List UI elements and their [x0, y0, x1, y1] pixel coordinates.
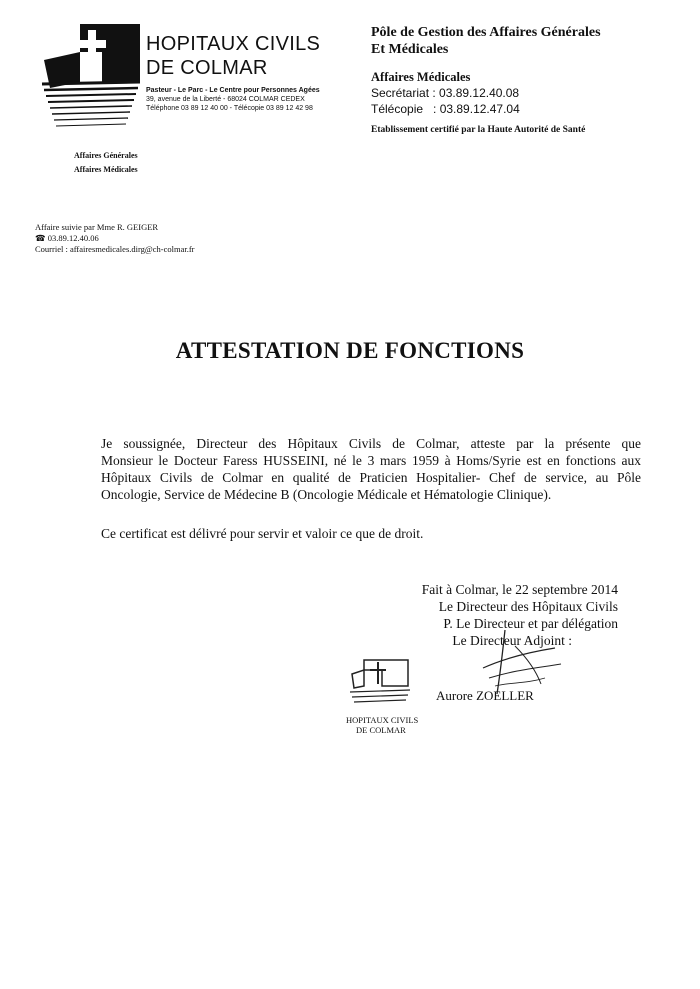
paragraph-line: Hôpitaux Civils de Colmar en qualité de Praticien Hospitalier- Chef de service, au Pôle: [101, 470, 641, 485]
followup-email: Courriel : affairesmedicales.dirg@ch-colmar.fr: [35, 244, 195, 254]
stamp-text-line1: HOPITAUX CIVILS: [346, 715, 419, 725]
org-name-line1: HOPITAUX CIVILS: [146, 33, 321, 55]
hospital-logo-icon: [40, 22, 142, 128]
organization-details: [146, 86, 320, 113]
organization-name: [146, 32, 320, 80]
place-date: Fait à Colmar, le 22 septembre 2014: [421, 582, 618, 597]
affaires-medicales-heading: Affaires Médicales: [371, 70, 471, 84]
paragraph-line: Je soussignée, Directeur des Hôpitaux Civils de Colmar, atteste par la présente que: [101, 436, 641, 451]
service-affaires-generales: Affaires Générales: [74, 151, 138, 160]
followup-phone: ☎ 03.89.12.40.06: [35, 233, 99, 243]
org-phones: Téléphone 03 89 12 40 00 - Télécopie 03 89 12 42 98: [146, 105, 313, 112]
deputy-title: Le Directeur Adjoint :: [452, 633, 572, 648]
fax-number: Télécopie : 03.89.12.47.04: [371, 102, 520, 116]
followup-person: Affaire suivie par Mme R. GEIGER: [35, 222, 159, 232]
secretariat-phone: Secrétariat : 03.89.12.40.08: [371, 86, 520, 100]
service-affaires-medicales: Affaires Médicales: [74, 165, 138, 174]
document-title: ATTESTATION DE FONCTIONS: [175, 338, 525, 363]
org-name-line2: DE COLMAR: [146, 57, 268, 79]
pole-heading: [371, 24, 601, 58]
paragraph-line: Oncologie, Service de Médecine B (Oncologie Médicale et Hématologie Clinique).: [101, 487, 552, 502]
org-sites: Pasteur - Le Parc - Le Centre pour Personnes Agées: [146, 87, 320, 94]
certificate-statement: Ce certificat est délivré pour servir et valoir ce que de droit.: [101, 526, 424, 541]
attestation-paragraph: [101, 435, 641, 503]
paragraph-line: Monsieur le Docteur Faress HUSSEINI, né le 3 mars 1959 à Homs/Syrie est en fonctions aux: [101, 453, 641, 468]
pole-line2: Et Médicales: [371, 42, 449, 57]
followup-contact: [35, 222, 195, 255]
stamp-logo-icon: [346, 656, 414, 708]
certification-text: Etablissement certifié par la Haute Autorité de Santé: [371, 125, 586, 135]
delegation-line: P. Le Directeur et par délégation: [443, 616, 618, 631]
org-address: 39, avenue de la Liberté - 68024 COLMAR CEDEX: [146, 96, 305, 103]
pole-line1: Pôle de Gestion des Affaires Générales: [371, 25, 601, 40]
signatory-title: Le Directeur des Hôpitaux Civils: [438, 599, 618, 614]
signatory-name: Aurore ZOELLER: [436, 688, 534, 703]
official-stamp: [346, 656, 419, 738]
stamp-text-line2: DE COLMAR: [356, 725, 406, 735]
